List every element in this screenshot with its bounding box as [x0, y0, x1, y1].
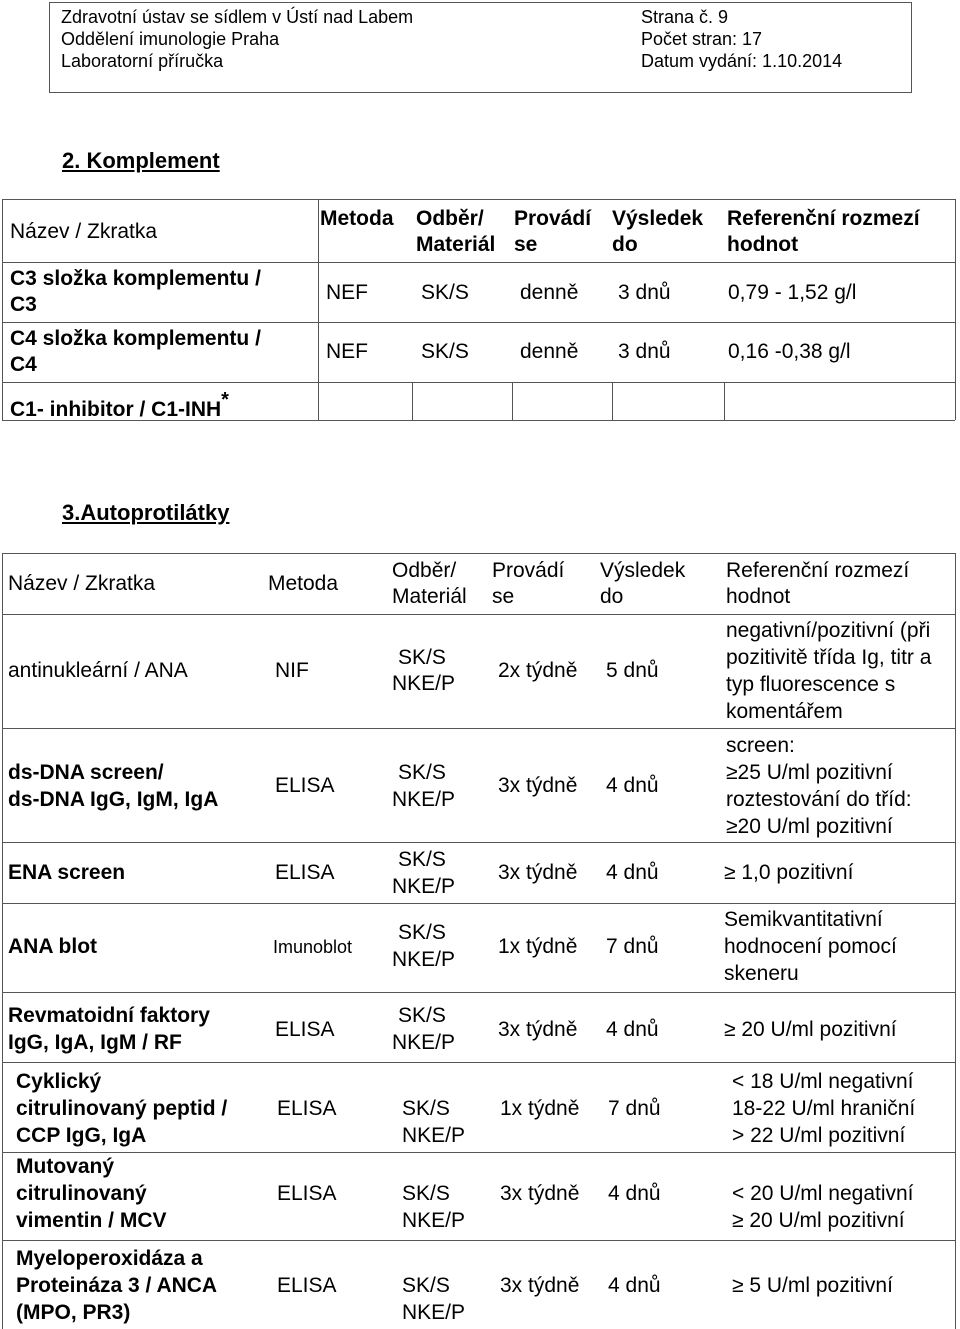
header-dept: Oddělení imunologie Praha: [61, 29, 280, 49]
table-row-name: C4: [10, 353, 37, 376]
col-performed-header-1: Provádí: [514, 207, 592, 230]
table-row-sample: NKE/P: [402, 1301, 466, 1324]
table-row-result: 4 dnů: [606, 1018, 659, 1041]
table-row-method: ELISA: [277, 1182, 337, 1205]
col-sample-header-1: Odběr/: [416, 207, 484, 230]
col-name-header: Název / Zkratka: [10, 220, 158, 243]
table-row-ref: hodnocení pomocí: [724, 935, 897, 958]
table-row-name: Cyklický: [16, 1070, 102, 1093]
table-row-result: 3 dnů: [618, 340, 671, 363]
table-row-ref: 18-22 U/ml hraniční: [732, 1097, 916, 1120]
table-row-ref: < 18 U/ml negativní: [732, 1070, 914, 1093]
table-row-sample: NKE/P: [392, 672, 456, 695]
table-row-sample: NKE/P: [402, 1209, 466, 1232]
table-row-result: 4 dnů: [608, 1274, 661, 1297]
col-ref-header-2: hodnot: [726, 585, 791, 608]
table-row-name: ds-DNA IgG, IgM, IgA: [8, 788, 219, 811]
table-row-ref: > 22 U/ml pozitivní: [732, 1124, 906, 1147]
row-name-text: C1- inhibitor / C1-INH: [10, 398, 222, 421]
table-row-sample: NKE/P: [402, 1124, 466, 1147]
table-row-name: [10, 389, 229, 423]
table-row-ref: Semikvantitativní: [724, 908, 883, 931]
table-row-name: Mutovaný: [16, 1155, 115, 1178]
table-row-performed: 1x týdně: [500, 1097, 580, 1120]
table-row-ref: typ fluorescence s: [726, 673, 896, 696]
col-result-header-1: Výsledek: [612, 207, 704, 230]
table-row-name: IgG, IgA, IgM / RF: [8, 1031, 182, 1054]
table-row-name: ENA screen: [8, 861, 126, 884]
table-row-ref: pozitivitě třída Ig, titr a: [726, 646, 932, 669]
table-row-sample: SK/S: [402, 1182, 450, 1205]
col-result-header-2: do: [600, 585, 624, 608]
table-row-result: 4 dnů: [608, 1182, 661, 1205]
table-row-performed: 3x týdně: [500, 1274, 580, 1297]
table-row-name: CCP IgG, IgA: [16, 1124, 147, 1147]
col-sample-header-1: Odběr/: [392, 559, 457, 582]
table-row-sample: NKE/P: [392, 875, 456, 898]
table-row-method: ELISA: [277, 1097, 337, 1120]
col-sample-header-2: Materiál: [416, 233, 496, 256]
table-row-method: NEF: [326, 340, 368, 363]
table-row-performed: 2x týdně: [498, 659, 578, 682]
table-row-result: 7 dnů: [606, 935, 659, 958]
table-row-ref: negativní/pozitivní (při: [726, 619, 931, 642]
table-row-name: C4 složka komplementu /: [10, 327, 261, 350]
table-row-sample: SK/S: [398, 646, 446, 669]
table-row-sample: SK/S: [402, 1274, 450, 1297]
table-row-name: Proteináza 3 / ANCA: [16, 1274, 218, 1297]
table-row-performed: denně: [520, 281, 579, 304]
table-row-ref: < 20 U/ml negativní: [732, 1182, 914, 1205]
header-pages-total: Počet stran: 17: [641, 29, 763, 49]
table-row-performed: 3x týdně: [498, 1018, 578, 1041]
table-row-performed: 1x týdně: [498, 935, 578, 958]
table-row-sample: NKE/P: [392, 1031, 456, 1054]
table-row-performed: 3x týdně: [498, 774, 578, 797]
table-row-ref: skeneru: [724, 962, 799, 985]
col-ref-header-2: hodnot: [727, 233, 799, 256]
table-row-result: 7 dnů: [608, 1097, 661, 1120]
table-row-sample: NKE/P: [392, 948, 456, 971]
table-row-ref: komentářem: [726, 700, 843, 723]
table-row-name: C3 složka komplementu /: [10, 267, 261, 290]
row-name-star: *: [221, 389, 229, 411]
header-page: Strana č. 9: [641, 7, 729, 27]
table-row-result: 4 dnů: [606, 861, 659, 884]
table-row-sample: SK/S: [398, 921, 446, 944]
col-name-header: Název / Zkratka: [8, 572, 156, 595]
table-row-result: 3 dnů: [618, 281, 671, 304]
table-row-ref: roztestování do tříd:: [726, 788, 912, 811]
table-row-sample: NKE/P: [392, 788, 456, 811]
table-row-ref: ≥ 20 U/ml pozitivní: [732, 1209, 905, 1232]
col-result-header-1: Výsledek: [600, 559, 686, 582]
table-row-name: citrulinovaný: [16, 1182, 147, 1205]
col-performed-header-1: Provádí: [492, 559, 565, 582]
col-ref-header-1: Referenční rozmezí: [727, 207, 920, 230]
section-3-title: 3.Autoprotilátky: [62, 500, 230, 525]
table-row-performed: denně: [520, 340, 579, 363]
header-org: Zdravotní ústav se sídlem v Ústí nad Labem: [61, 7, 414, 27]
table-row-name: antinukleární / ANA: [8, 659, 188, 682]
table-row-result: 5 dnů: [606, 659, 659, 682]
table-row-sample: SK/S: [398, 848, 446, 871]
table-row-name: ds-DNA screen/: [8, 761, 164, 784]
table-row-result: 4 dnů: [606, 774, 659, 797]
table-row-performed: 3x týdně: [498, 861, 578, 884]
table-row-method: ELISA: [275, 1018, 335, 1041]
section-2-title: 2. Komplement: [62, 148, 220, 173]
table-row-name: ANA blot: [8, 935, 98, 958]
table-row-ref: screen:: [726, 734, 795, 757]
table-row-ref: 0,16 -0,38 g/l: [728, 340, 851, 363]
table-row-performed: 3x týdně: [500, 1182, 580, 1205]
table-row-name: (MPO, PR3): [16, 1301, 131, 1324]
table-row-ref: 0,79 - 1,52 g/l: [728, 281, 857, 304]
table-row-sample: SK/S: [402, 1097, 450, 1120]
table-row-ref: ≥25 U/ml pozitivní: [726, 761, 893, 784]
table-row-method: NIF: [275, 659, 309, 682]
table-row-method: Imunoblot: [273, 937, 353, 957]
table-row-method: ELISA: [277, 1274, 337, 1297]
table-row-sample: SK/S: [398, 1004, 446, 1027]
col-performed-header-2: se: [514, 233, 538, 256]
table-row-ref: ≥ 1,0 pozitivní: [724, 861, 854, 884]
col-result-header-2: do: [612, 233, 638, 256]
table-row-name: C3: [10, 293, 37, 316]
header-issue-date: Datum vydání: 1.10.2014: [641, 51, 843, 71]
table-row-sample: SK/S: [421, 281, 469, 304]
table-row-name: Revmatoidní faktory: [8, 1004, 210, 1027]
document-header: [49, 2, 912, 93]
table-row-sample: SK/S: [398, 761, 446, 784]
table-row-sample: SK/S: [421, 340, 469, 363]
col-method-header: Metoda: [268, 572, 339, 595]
col-method-header: Metoda: [320, 207, 394, 230]
header-doc: Laboratorní příručka: [61, 51, 224, 71]
col-performed-header-2: se: [492, 585, 515, 608]
table-row-name: Myeloperoxidáza a: [16, 1247, 203, 1270]
table-row-ref: ≥20 U/ml pozitivní: [726, 815, 893, 838]
table-row-ref: ≥ 20 U/ml pozitivní: [724, 1018, 897, 1041]
table-row-name: citrulinovaný peptid /: [16, 1097, 228, 1120]
table-row-method: ELISA: [275, 774, 335, 797]
table-row-method: NEF: [326, 281, 368, 304]
table-row-method: ELISA: [275, 861, 335, 884]
col-ref-header-1: Referenční rozmezí: [726, 559, 910, 582]
table-row-ref: ≥ 5 U/ml pozitivní: [732, 1274, 893, 1297]
col-sample-header-2: Materiál: [392, 585, 467, 608]
table-row-name: vimentin / MCV: [16, 1209, 167, 1232]
